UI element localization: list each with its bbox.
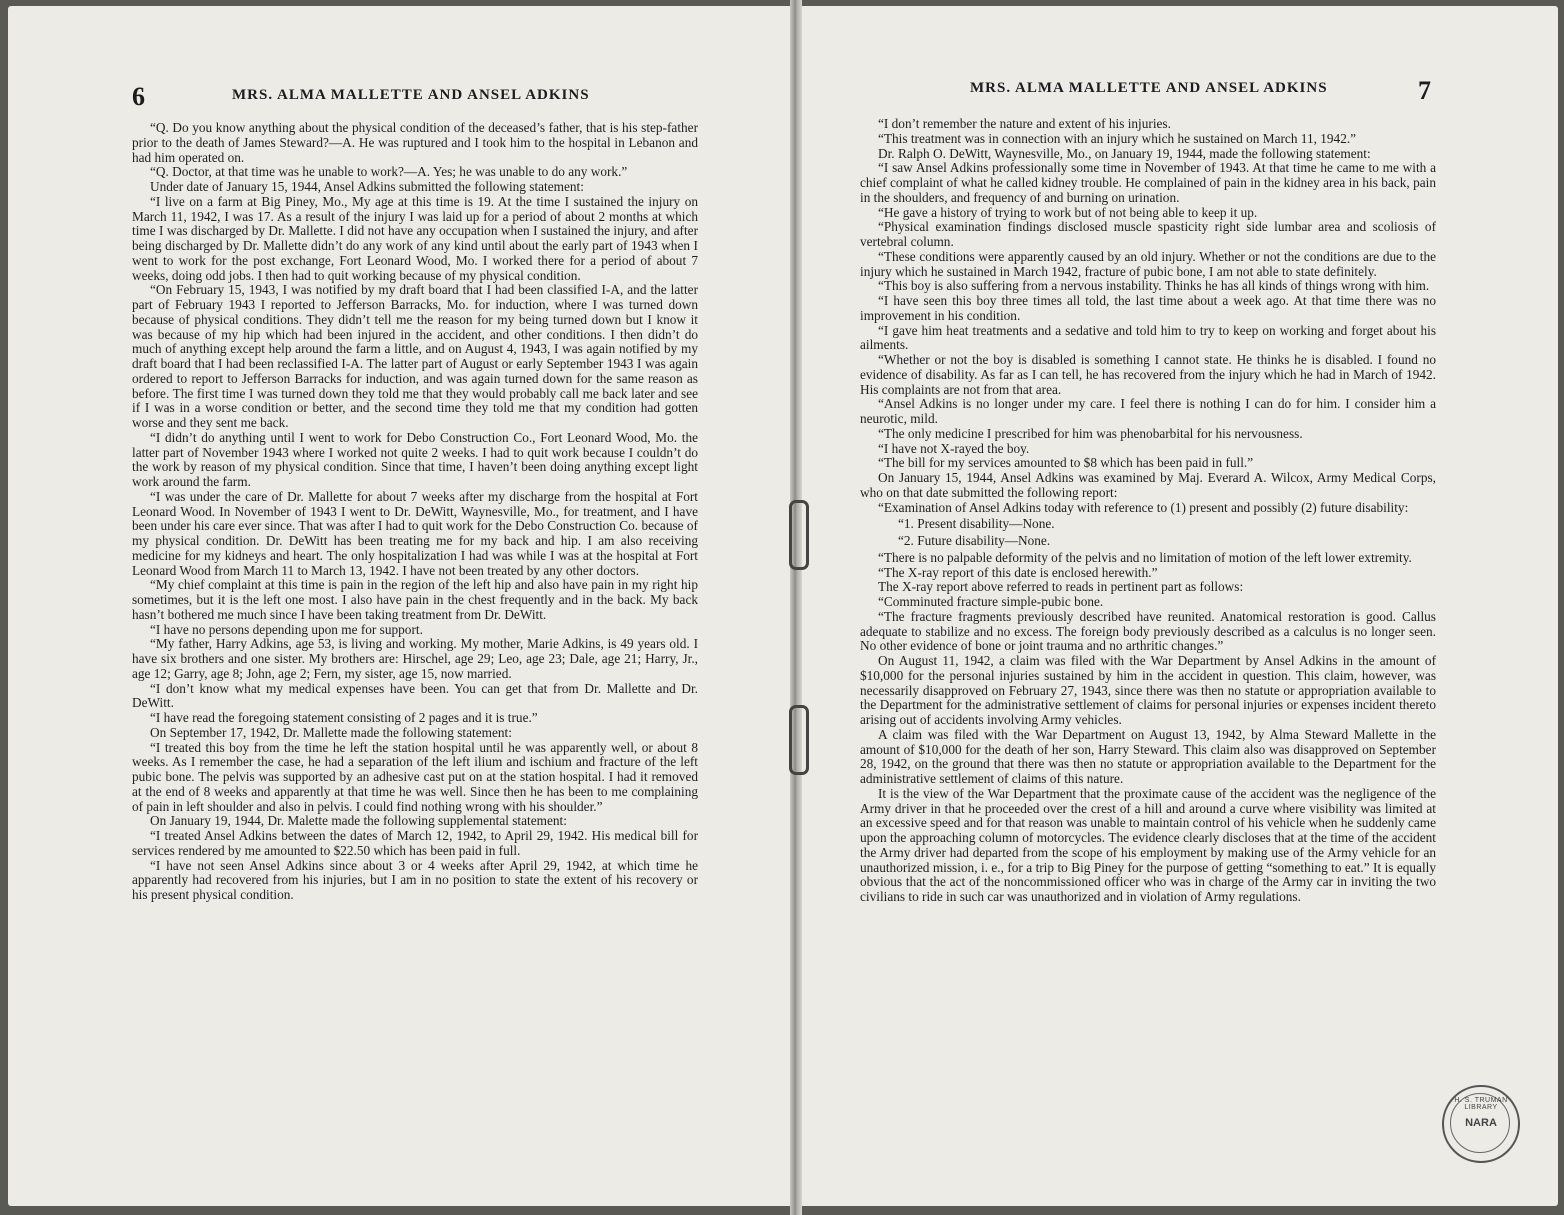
paragraph: It is the view of the War Department that the proximate cause of the accident was the negligence of the Army driver in that he proceeded over the crest of a hill and around a curve where visibility was limited at an excessive speed and for that reason was unable to maintain control of his vehicle when he suddenly came upon the approaching column of motorcycles. The evidence clearly discloses that at the time of the accident the Army driver had departed from the scope of his employment by making use of the Army vehicle for an unauthorized mission, i. e., for a trip to Big Piney for the purpose of getting “something to eat.” It is equally obvious that the act of the noncommissioned officer who was in charge of the Army car in inviting the two civilians to ride in such car was unauthorized and in violation of Army regulations.: [860, 785, 1437, 904]
paragraph: “I didn’t do anything until I went to work for Debo Construction Co., Fort Leonard Wood, Mo. the latter part of November 1943 where I worked not quite 2 weeks. I had to quit work because I couldn’t do the work by reason of my physical condition. Since that time, I haven’t been doing anything except light work around the farm.: [132, 429, 698, 489]
right-page-number: 7: [1418, 76, 1431, 105]
paragraph: The X-ray report above referred to reads in pertinent part as follows:: [878, 579, 1244, 595]
paragraph: Dr. Ralph O. DeWitt, Waynesville, Mo., on January 19, 1944, made the following statement:: [878, 145, 1371, 161]
left-running-head: MRS. ALMA MALLETTE AND ANSEL ADKINS: [232, 87, 590, 103]
paragraph: “He gave a history of trying to work but of not being able to keep it up.: [878, 204, 1258, 220]
paragraph: “These conditions were apparently caused by an old injury. Whether or not the conditions are due to the injury which he sustained in March 1942, fracture of pubic bone, I am not able to state definitely.: [860, 248, 1436, 279]
paragraph: “Q. Do you know anything about the physical condition of the deceased’s father, that is his step-father prior to the death of James Steward?—A. He was ruptured and I took him to the hospital in Lebanon and had him operated on.: [132, 120, 698, 165]
paragraph: “The bill for my services amounted to $8 which has been paid in full.”: [878, 455, 1254, 471]
paragraph: “Comminuted fracture simple-pubic bone.: [878, 594, 1104, 609]
paragraph: “I have read the foregoing statement consisting of 2 pages and it is true.”: [150, 710, 538, 725]
paragraph: “Q. Doctor, at that time was he unable to work?—A. Yes; he was unable to do any work.”: [150, 164, 628, 180]
paragraph: “I gave him heat treatments and a sedative and told him to try to keep on working and forget about his ailments.: [860, 322, 1436, 353]
paragraph: “I have not X-rayed the boy.: [878, 440, 1030, 456]
right-running-head: MRS. ALMA MALLETTE AND ANSEL ADKINS: [970, 80, 1328, 96]
binding-gutter: [790, 0, 802, 1215]
paragraph: “There is no palpable deformity of the pelvis and no limitation of motion of the left lower extremity.: [878, 549, 1412, 565]
paragraph: On January 15, 1944, Ansel Adkins was examined by Maj. Everard A. Wilcox, Army Medical Corps, who on that date submitted the following report:: [860, 470, 1436, 500]
paragraph: “Whether or not the boy is disabled is something I cannot state. He thinks he is disabled. I found no evidence of disability. As far as I can tell, he has recovered from the injury which he had in March of 1942. His complaints are not from that area.: [860, 352, 1436, 397]
paragraph: On August 11, 1942, a claim was filed with the War Department by Ansel Adkins in the amount of $10,000 for the personal injuries sustained by him in the accident in question. This claim, however, was necessarily disapproved on February 27, 1943, since there was then no statute or appropriation available to the Department for the administrative settlement of claims for personal injuries or expenses incident thereto arising out of accidents involving Army vehicles.: [860, 653, 1436, 727]
paragraph: “Ansel Adkins is no longer under my care. I feel there is nothing I can do for him. I consider him a neurotic, mild.: [860, 396, 1436, 426]
paragraph: “On February 15, 1943, I was notified by my draft board that I had been classified I-A, and the latter part of February 1943 I reported to Jefferson Barracks, Mo. for induction, where I was turned down because of physical conditions. They didn’t tell me the reason for my being turned down but I know it was because of my hip which had been injured in the accident, and other conditions. I then didn’t do much of anything except help around the farm a little, and on August 4, 1943, I was again notified by my draft board that I had been reclassified I-A. The latter part of August or early September 1943 I was again ordered to report to Jefferson Barracks for induction, and was again turned down for the same reason as before. The first time I was turned down they told me that they would probably call me back later and see if I was in a worse condition or better, and the second time they told me that my condition had gotten worse and they sent me back.: [132, 282, 698, 430]
left-page-number: 6: [132, 82, 145, 111]
paragraph: “My chief complaint at this time is pain in the region of the left hip and also have pain in my right hip sometimes, but it is the left one most. I also have pain in the chest frequently and in the back. My back hasn’t bothered me much since I have been taking treatment from Dr. DeWitt.: [132, 577, 698, 622]
paragraph: “My father, Harry Adkins, age 53, is living and working. My mother, Marie Adkins, is 49 years old. I have six brothers and one sister. My brothers are: Hirschel, age 29; Leo, age 23; Dale, age 21; Harry, Jr., age 12; Garry, age 8; John, age 2; Fern, my sister, age 15, now married.: [132, 636, 698, 681]
paragraph: “This boy is also suffering from a nervous instability. Thinks he has all kinds of things wrong with him.: [878, 278, 1430, 294]
paragraph: On January 19, 1944, Dr. Malette made the following supplemental statement:: [150, 813, 567, 829]
paragraph: “Examination of Ansel Adkins today with reference to (1) present and possibly (2) future disability:: [878, 499, 1409, 515]
staple-top: [789, 500, 809, 570]
paragraph: “I treated Ansel Adkins between the dates of March 12, 1942, to April 29, 1942. His medical bill for services rendered by me amounted to $22.50 which has been paid in full.: [132, 828, 698, 858]
paragraph: “1. Present disability—None.: [898, 516, 1055, 532]
paragraph: “I have not seen Ansel Adkins since about 3 or 4 weeks after April 29, 1942, at which time he apparently had recovered from his injuries, but I am in no position to state the extent of his recovery or his present physical condition.: [132, 857, 698, 902]
paragraph: On September 17, 1942, Dr. Mallette made the following statement:: [150, 724, 512, 740]
paragraph: “2. Future disability—None.: [898, 533, 1051, 548]
paragraph: “I was under the care of Dr. Mallette for about 7 weeks after my discharge from the hospital at Fort Leonard Wood. In November of 1943 I went to Dr. DeWitt, Waynesville, Mo., for treatment, and I have been under his care ever since. That was after I had to quit work for the Debo Construction Co. because of my physical condition. Dr. DeWitt has been treating me for my back and hip. I am also receiving medicine for my kidneys and heart. The only hospitalization I had was while I was at the hospital at Fort Leonard Wood from March 11 to March 13, 1942. I have not been treated by any other doctors.: [132, 488, 698, 578]
right-page-body: [860, 117, 1436, 905]
paragraph: “I treated this boy from the time he left the station hospital until he was apparently well, or about 8 weeks. As I remember the case, he had a separation of the left ilium and ischium and fracture of the left pubic bone. The pelvis was supported by an adhesive cast put on at the station hospital. I had it removed at the end of 8 weeks and apparently at that time he was well. Since then he has been to me complaining of pain in left shoulder and also in pelvis. I could find nothing wrong with his shoulder.”: [132, 739, 698, 814]
paragraph: A claim was filed with the War Department on August 13, 1942, by Alma Steward Mallette in the amount of $10,000 for the death of her son, Harry Steward. This claim also was disapproved on September 28, 1942, on the ground that there was then no statute or appropriation available to the Department for the administrative settlement of claims of this nature.: [860, 726, 1436, 786]
paragraph: “The fracture fragments previously described have reunited. Anatomical restoration is good. Callus adequate to stabilize and no excess. The foreign body previously described as a calculus is no longer seen. No other evidence of bone or joint trauma and no arthritic changes.”: [860, 608, 1436, 654]
paragraph: “I don’t know what my medical expenses have been. You can get that from Dr. Mallette and Dr. DeWitt.: [132, 680, 698, 711]
paragraph: Under date of January 15, 1944, Ansel Adkins submitted the following statement:: [150, 179, 584, 194]
paragraph: “I live on a farm at Big Piney, Mo., My age at this time is 19. At the time I sustained the injury on March 11, 1942, I was 17. As a result of the injury I was laid up for a period of about 2 months at which time I was discharged by Dr. Mallette. I did not have any occupation when I sustained the injury, and after being discharged by Dr. Mallette didn’t do any work of any kind until about the early part of 1943 when I went to work for the post exchange, Fort Leonard Wood, Mo. I worked there for a period of about 7 weeks, doing odd jobs. I then had to quit working because of my physical condition.: [132, 193, 698, 283]
paragraph: “Physical examination findings disclosed muscle spasticity right side lumbar area and scoliosis of vertebral column.: [860, 219, 1436, 249]
paragraph: “The X-ray report of this date is enclosed herewith.”: [878, 564, 1158, 580]
stamp-center-text: NARA: [1465, 1117, 1497, 1129]
staple-bottom: [789, 705, 809, 775]
paragraph: “I don’t remember the nature and extent of his injuries.: [878, 116, 1171, 131]
library-stamp: [1442, 1085, 1520, 1163]
stamp-top-text: H. S. TRUMAN LIBRARY: [1454, 1097, 1508, 1111]
left-page-body: [132, 121, 698, 903]
paragraph: “I have seen this boy three times all told, the last time about a week ago. At that time there was no improvement in his condition.: [860, 293, 1436, 323]
paragraph: “The only medicine I prescribed for him was phenobarbital for his nervousness.: [878, 425, 1303, 441]
paragraph: “This treatment was in connection with an injury which he sustained on March 11, 1942.”: [878, 130, 1357, 146]
paragraph: “I have no persons depending upon me for support.: [150, 621, 423, 637]
paragraph: “I saw Ansel Adkins professionally some time in November of 1943. At that time he came to me with a chief complaint of what he called kidney trouble. He complained of pain in the kidney area in his back, pain in the shoulders, and frequency of and burning on urination.: [860, 160, 1436, 205]
